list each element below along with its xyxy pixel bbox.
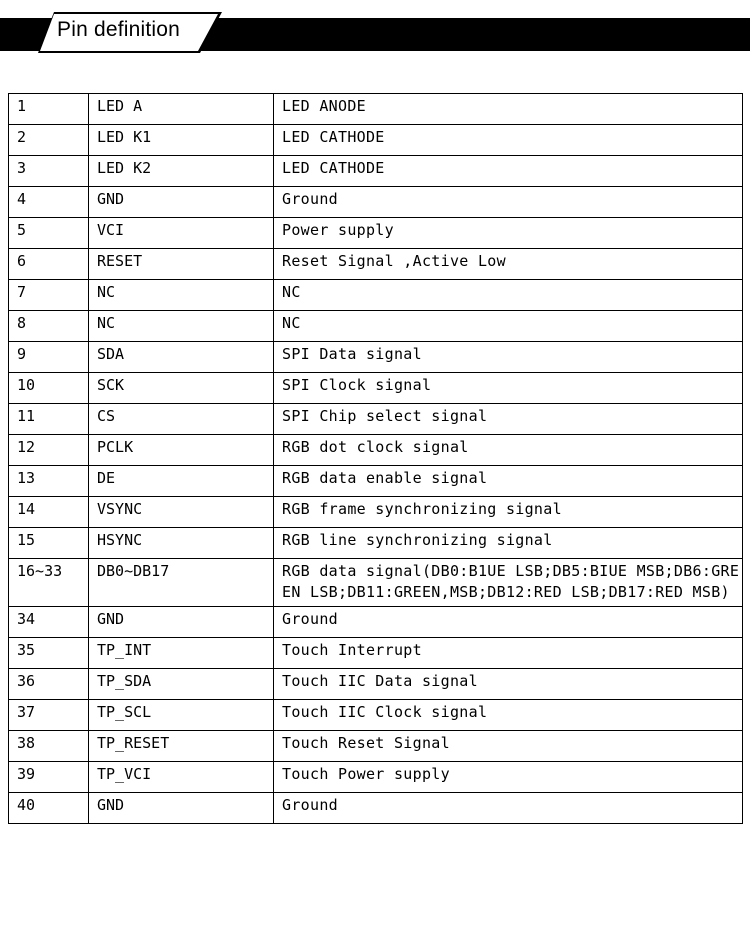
- table-row: [9, 793, 743, 824]
- section-title: Pin definition: [57, 18, 181, 41]
- pin-description-cell: Touch Reset Signal: [274, 731, 743, 762]
- pin-description-cell: SPI Data signal: [274, 342, 743, 373]
- table-row: [9, 404, 743, 435]
- pin-name-cell: TP_SCL: [89, 700, 274, 731]
- pin-description-cell: SPI Chip select signal: [274, 404, 743, 435]
- table-row: [9, 342, 743, 373]
- table-row: [9, 373, 743, 404]
- pin-description-cell: Ground: [274, 607, 743, 638]
- pin-number-cell: 4: [9, 187, 89, 218]
- pin-description-cell: NC: [274, 311, 743, 342]
- pin-name-cell: GND: [89, 187, 274, 218]
- pin-number-cell: 3: [9, 156, 89, 187]
- pin-name-cell: LED K1: [89, 125, 274, 156]
- table-row: [9, 94, 743, 125]
- pin-number-cell: 7: [9, 280, 89, 311]
- pin-name-cell: TP_SDA: [89, 669, 274, 700]
- pin-name-cell: NC: [89, 311, 274, 342]
- table-row: [9, 559, 743, 607]
- pin-name-cell: PCLK: [89, 435, 274, 466]
- table-row: [9, 435, 743, 466]
- table-row: [9, 528, 743, 559]
- pin-description-cell: LED CATHODE: [274, 125, 743, 156]
- pin-name-cell: SDA: [89, 342, 274, 373]
- table-row: [9, 187, 743, 218]
- pin-description-cell: NC: [274, 280, 743, 311]
- pin-name-cell: VSYNC: [89, 497, 274, 528]
- table-row: [9, 731, 743, 762]
- table-row: [9, 497, 743, 528]
- table-row: [9, 607, 743, 638]
- table-row: [9, 638, 743, 669]
- pin-number-cell: 36: [9, 669, 89, 700]
- pin-name-cell: TP_RESET: [89, 731, 274, 762]
- pin-name-cell: NC: [89, 280, 274, 311]
- pin-name-cell: DE: [89, 466, 274, 497]
- pin-number-cell: 37: [9, 700, 89, 731]
- pin-number-cell: 15: [9, 528, 89, 559]
- pin-name-cell: TP_VCI: [89, 762, 274, 793]
- pin-number-cell: 12: [9, 435, 89, 466]
- pin-number-cell: 10: [9, 373, 89, 404]
- pin-name-cell: CS: [89, 404, 274, 435]
- pin-number-cell: 9: [9, 342, 89, 373]
- table-row: [9, 249, 743, 280]
- table-row: [9, 466, 743, 497]
- pin-number-cell: 16~33: [9, 559, 89, 607]
- pin-description-cell: Reset Signal ,Active Low: [274, 249, 743, 280]
- pin-name-cell: HSYNC: [89, 528, 274, 559]
- pin-name-cell: LED K2: [89, 156, 274, 187]
- pin-table-body: [9, 94, 743, 824]
- pin-name-cell: RESET: [89, 249, 274, 280]
- pin-name-cell: SCK: [89, 373, 274, 404]
- table-row: [9, 280, 743, 311]
- pin-description-cell: Touch Interrupt: [274, 638, 743, 669]
- table-row: [9, 218, 743, 249]
- pin-number-cell: 38: [9, 731, 89, 762]
- pin-description-cell: RGB frame synchronizing signal: [274, 497, 743, 528]
- pin-description-cell: LED ANODE: [274, 94, 743, 125]
- pin-definition-table: [8, 93, 743, 824]
- pin-description-cell: Ground: [274, 793, 743, 824]
- table-row: [9, 669, 743, 700]
- pin-number-cell: 34: [9, 607, 89, 638]
- pin-description-cell: RGB data enable signal: [274, 466, 743, 497]
- pin-number-cell: 13: [9, 466, 89, 497]
- pin-number-cell: 8: [9, 311, 89, 342]
- pin-number-cell: 40: [9, 793, 89, 824]
- pin-number-cell: 11: [9, 404, 89, 435]
- pin-description-cell: RGB dot clock signal: [274, 435, 743, 466]
- pin-description-cell: Ground: [274, 187, 743, 218]
- pin-number-cell: 39: [9, 762, 89, 793]
- pin-description-cell: Touch IIC Data signal: [274, 669, 743, 700]
- pin-name-cell: LED A: [89, 94, 274, 125]
- table-row: [9, 700, 743, 731]
- pin-number-cell: 6: [9, 249, 89, 280]
- pin-description-cell: SPI Clock signal: [274, 373, 743, 404]
- pin-name-cell: GND: [89, 793, 274, 824]
- pin-description-cell: RGB line synchronizing signal: [274, 528, 743, 559]
- pin-number-cell: 2: [9, 125, 89, 156]
- pin-name-cell: GND: [89, 607, 274, 638]
- pin-number-cell: 35: [9, 638, 89, 669]
- pin-description-cell: RGB data signal(DB0:B1UE LSB;DB5:BIUE MSB;DB6:GREEN LSB;DB11:GREEN,MSB;DB12:RED LSB;DB17:RED MSB): [274, 559, 743, 607]
- table-row: [9, 125, 743, 156]
- pin-number-cell: 14: [9, 497, 89, 528]
- pin-description-cell: Touch IIC Clock signal: [274, 700, 743, 731]
- pin-name-cell: VCI: [89, 218, 274, 249]
- pin-name-cell: DB0~DB17: [89, 559, 274, 607]
- table-row: [9, 156, 743, 187]
- pin-description-cell: Power supply: [274, 218, 743, 249]
- pin-number-cell: 1: [9, 94, 89, 125]
- table-row: [9, 311, 743, 342]
- pin-number-cell: 5: [9, 218, 89, 249]
- table-row: [9, 762, 743, 793]
- pin-description-cell: Touch Power supply: [274, 762, 743, 793]
- pin-name-cell: TP_INT: [89, 638, 274, 669]
- pin-description-cell: LED CATHODE: [274, 156, 743, 187]
